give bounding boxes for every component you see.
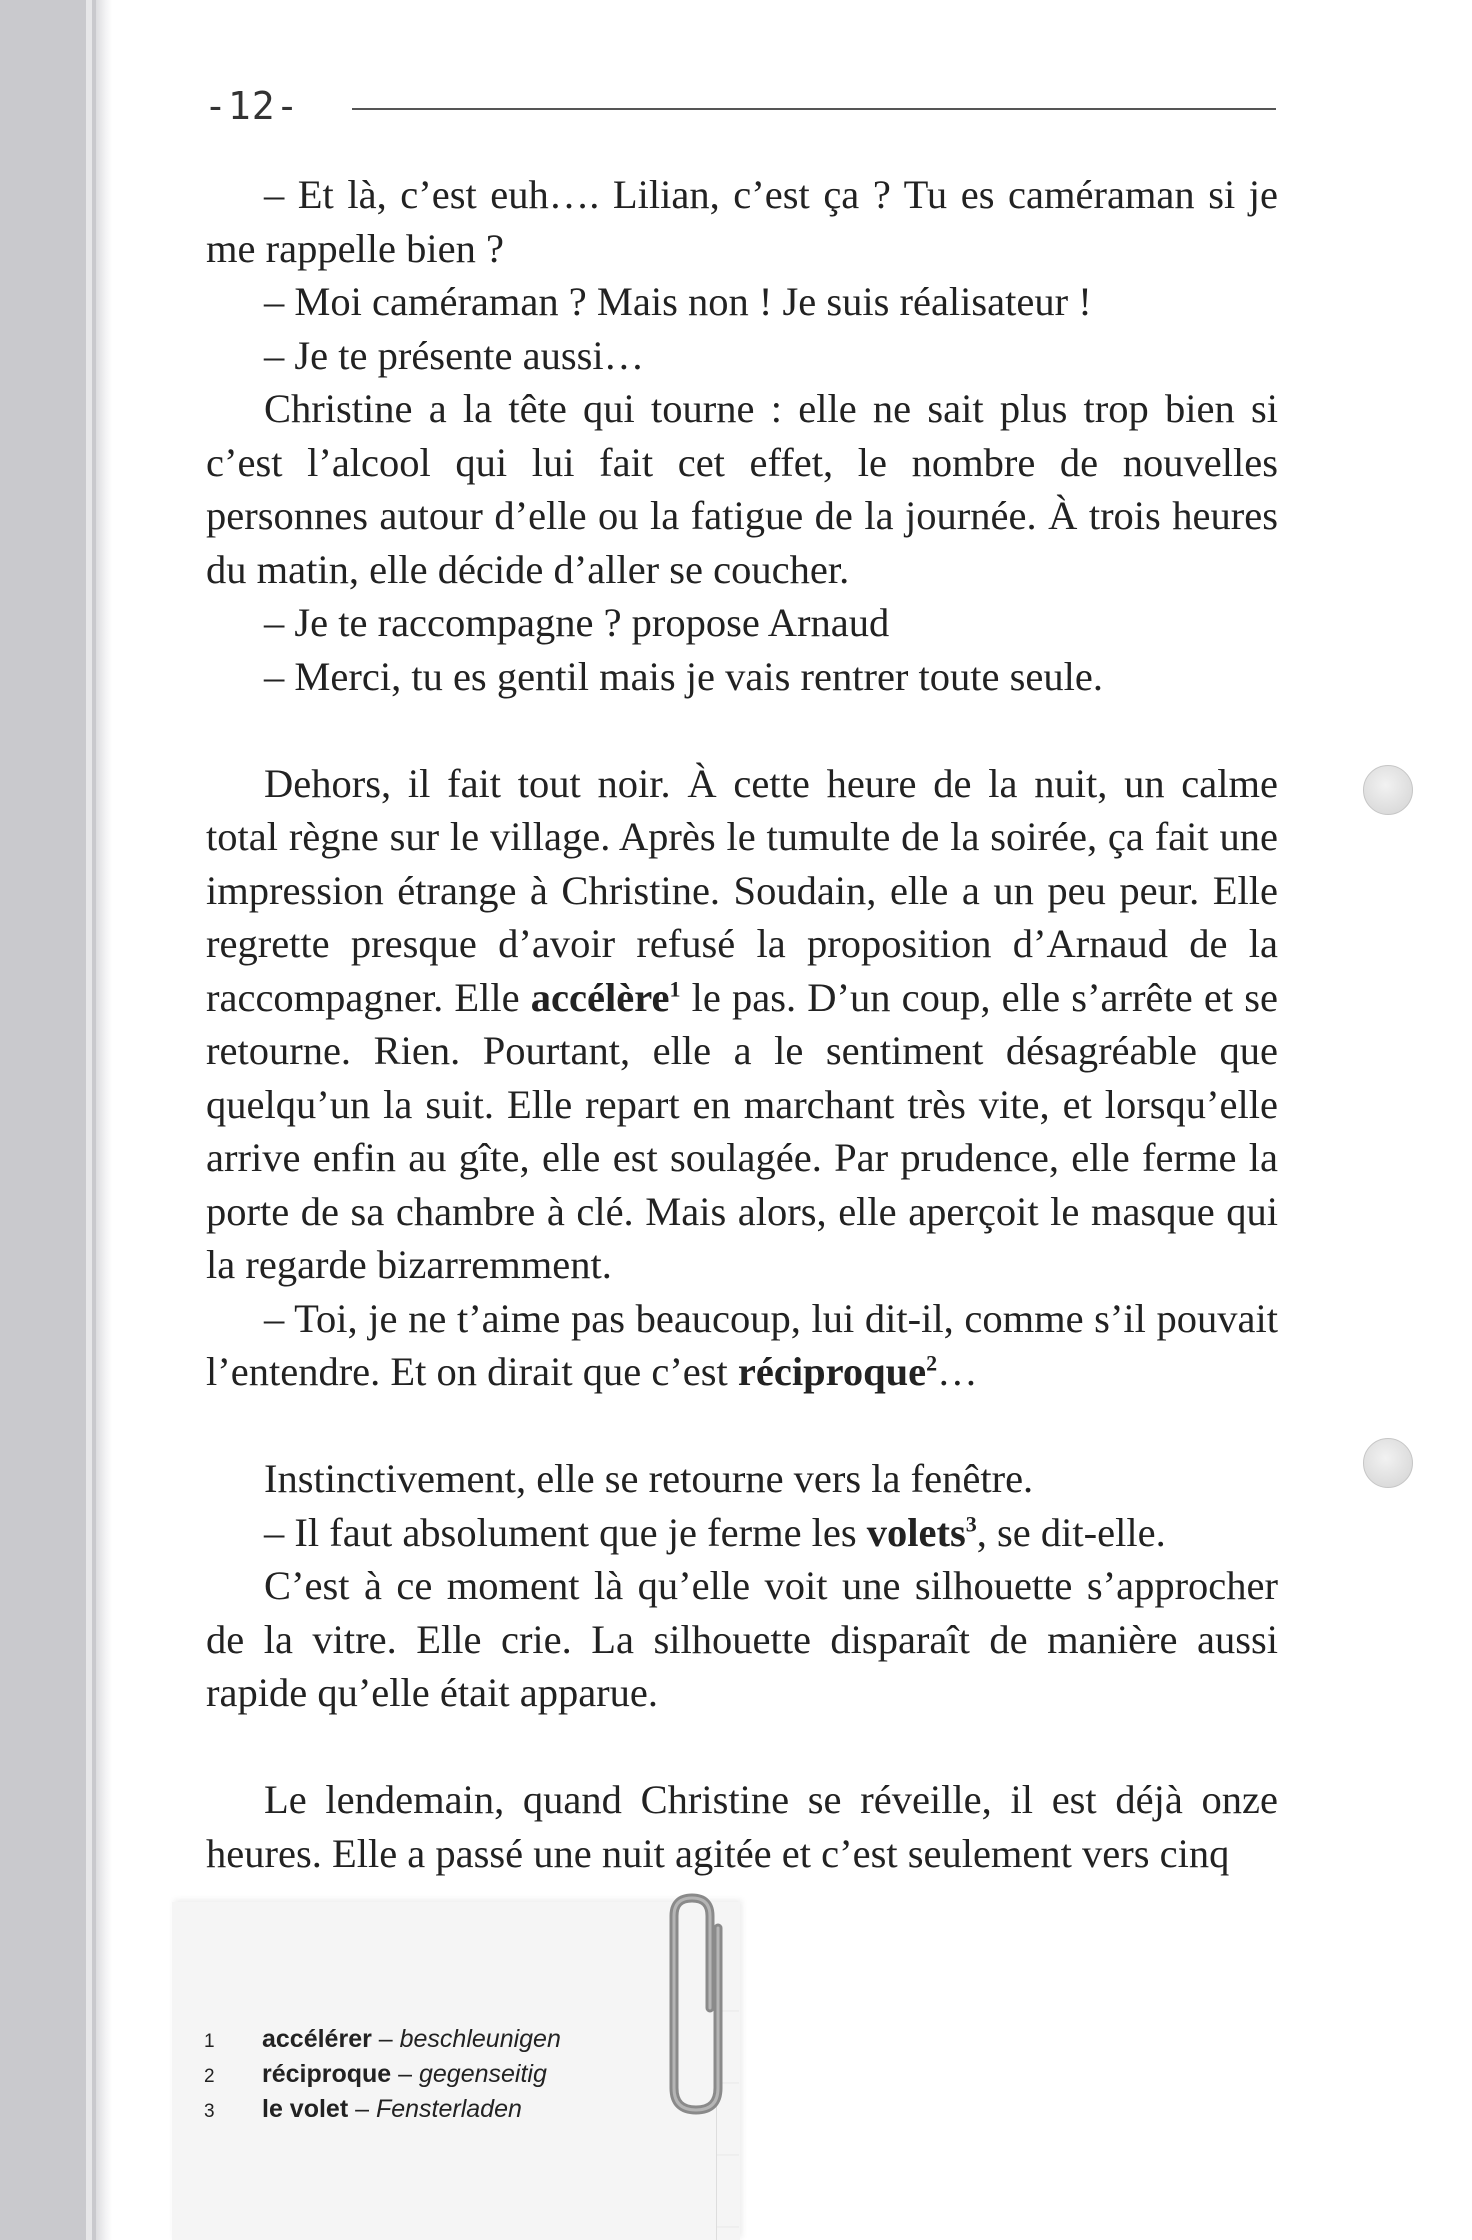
paragraph: C’est à ce moment là qu’elle voit une silhouette s’approcher de la vitre. Elle crie. La silhouette disparaît de manière aussi rapide qu’elle était apparue. — [206, 1563, 1278, 1715]
paragraph: – Et là, c’est euh…. Lilian, c’est ça ? Tu es caméraman si je me rappelle bien ? — [206, 172, 1278, 271]
footnote-marker: 3 — [965, 1511, 977, 1536]
paragraph — [206, 1506, 1278, 1560]
glossary-number: 2 — [204, 2066, 215, 2087]
glossary-separator: – — [348, 2095, 376, 2123]
body-text — [206, 168, 1278, 1880]
glossary-entry — [204, 2095, 561, 2130]
header-rule — [352, 108, 1276, 110]
glossary-separator: – — [391, 2060, 419, 2088]
glossary-term: le volet — [262, 2095, 349, 2123]
punch-hole — [1363, 765, 1413, 815]
glossary-term: accélérer — [262, 2025, 372, 2053]
glossary-separator: – — [371, 2025, 400, 2053]
text-run: – Il faut absolument que je ferme les — [264, 1509, 867, 1555]
text-run: – Toi, je ne t’aime pas beaucoup, lui dit-il, comme s’il pouvait l’entendre. Et on dirait que c’est — [206, 1295, 1278, 1394]
paragraph: – Je te présente aussi… — [264, 332, 645, 378]
paragraph: – Je te raccompagne ? propose Arnaud — [264, 600, 890, 645]
glossary-term-highlight: réciproque — [737, 1349, 927, 1394]
paragraph — [206, 1292, 1278, 1399]
text-run: … — [937, 1349, 978, 1394]
punch-hole — [1363, 1438, 1413, 1488]
paragraph: Christine a la tête qui tourne : elle ne sait plus trop bien si c’est l’alcool qui lui fait cet effet, le nombre de nouvelles personnes autour d’elle ou la fatigue de la journée. À trois heures du matin, elle décide d’aller se coucher. — [206, 386, 1278, 592]
glossary-term: réciproque — [262, 2060, 392, 2088]
page-number: -12- — [204, 84, 300, 128]
glossary-translation: beschleunigen — [399, 2025, 561, 2053]
glossary-entry — [204, 2060, 561, 2095]
glossary-translation: Fensterladen — [375, 2095, 522, 2123]
binder-edge — [86, 0, 92, 2240]
glossary-term-highlight: volets — [866, 1509, 966, 1555]
glossary-list — [204, 2025, 561, 2130]
paragraph: Le lendemain, quand Christine se réveille, il est déjà onze heures. Elle a passé une nuit agitée et c’est seulement vers cinq — [206, 1777, 1278, 1876]
glossary-term-highlight: accélère — [530, 974, 670, 1020]
footnote-marker: 2 — [926, 1350, 938, 1376]
glossary-entry — [204, 2025, 561, 2060]
paragraph — [206, 757, 1278, 1292]
footnote-marker: 1 — [669, 976, 681, 1001]
paperclip-icon — [650, 1888, 732, 2120]
glossary-number: 3 — [204, 2101, 215, 2122]
paragraph: – Merci, tu es gentil mais je vais rentrer toute seule. — [264, 653, 1103, 699]
text-run: le pas. D’un coup, elle s’arrête et se retourne. Rien. Pourtant, elle a le sentiment désagréable que quelqu’un la suit. Elle repart en marchant très vite, et lorsqu’elle arrive enfin au gîte, elle est soulagée. Par prudence, elle ferme la porte de sa chambre à clé. Mais alors, elle aperçoit le masque qui la regarde bizarremment. — [206, 974, 1278, 1287]
binder-margin — [0, 0, 96, 2240]
text-run: , se dit-elle. — [976, 1509, 1166, 1555]
binder-shadow — [96, 0, 112, 2240]
paragraph: – Moi caméraman ? Mais non ! Je suis réalisateur ! — [264, 279, 1092, 324]
glossary-translation: gegenseitig — [419, 2060, 547, 2088]
text-run: Dehors, il fait tout noir. À cette heure de la nuit, un calme total règne sur le village. Après le tumulte de la soirée, ça fait une impression étrange à Christine. Soudain, elle a un peu peur. Elle regrette presque d’avoir refusé la proposition d’Arnaud de la raccompagner. Elle — [206, 760, 1278, 1020]
paragraph: Instinctivement, elle se retourne vers la fenêtre. — [264, 1456, 1034, 1501]
glossary-number: 1 — [204, 2031, 215, 2052]
